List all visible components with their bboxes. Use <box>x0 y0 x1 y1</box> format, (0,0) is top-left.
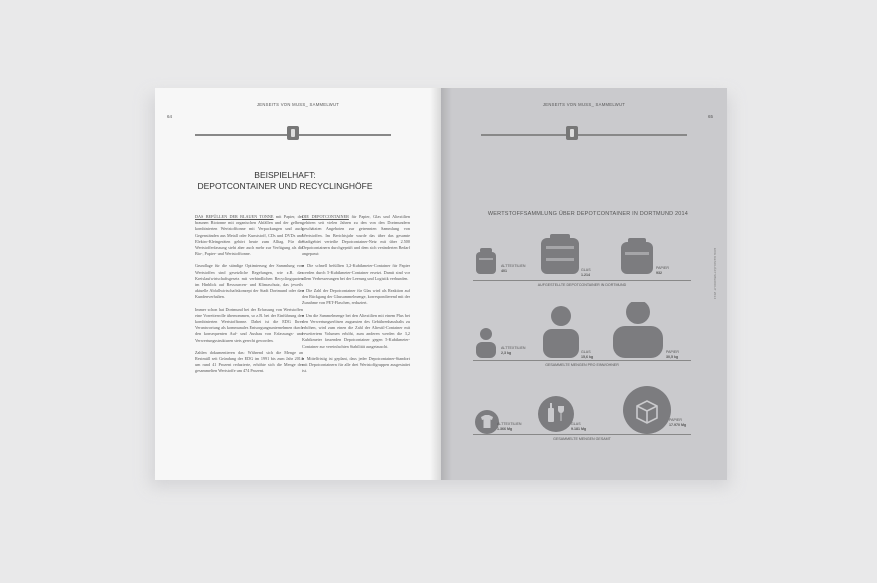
row-divider <box>473 360 691 361</box>
paragraph: Immer schon hat Dortmund bei der Erfassung von Wertstoffen eine Vorreiterrolle übernommen, so z.B. bei der Einführung der kombinierten Wertstofftonne. Dabei ist die EDG Ihrer Verantwortung als kommunales Entsorgungsunternehmen durch den konsequenten Auf- und Ausbau von Erfassungs- und Verwertungsstrukturen stets gerecht geworden. <box>195 306 303 343</box>
spine-shadow <box>430 88 452 480</box>
paragraph: DIE DEPOTCONTAINER für Papier, Glas und Altextilien gehören seit vielen Jahren zu den von den Dortmundern geschätzten Angeboten zur getrennten Sammlung von Wertstoffen. Im Berichtsjahr wurde das über das gesamte Stadtgebiet verteilte Depotcontainer-Netz mit über 2.500 Depotcontainern durchgeprüft und dem sich veränderten Bedarf angepasst: <box>302 214 410 257</box>
paragraph: Grundlage für die ständige Optimierung der Sammlung von Wertstoffen sind gesetzliche Regelungen, wie z.B. das Kreislaufwirtschaftsgesetz mit verbindlichen Recyclingquoten im Hinblick auf Ressourcen- und Klimaschutz, das jeweils aktuelle Abfallwirtschaftskonzept der Stadt Dortmund oder das Kundenverhalten. <box>195 263 303 300</box>
textile-per-capita: ALTTEXTILIEN 2,3 kg <box>501 346 526 355</box>
glass-container-icon <box>541 234 579 274</box>
infographic-title: WERTSTOFFSAMMLUNG ÜBER DEPOTCONTAINER IN DORTMUND 2014 <box>487 211 689 217</box>
bin-icon <box>566 126 578 140</box>
row-divider <box>473 280 691 281</box>
person-large-icon <box>613 302 663 358</box>
paper-container-icon <box>621 238 653 274</box>
page-title: BEISPIELHAFT: DEPOTCONTAINER UND RECYCLINGHÖFE <box>197 170 373 191</box>
row1-caption: AUFGESTELLTE DEPOTCONTAINER IN DORTMUND <box>537 283 627 287</box>
paper-total: PAPIER 17.970 Mg <box>669 418 687 427</box>
bullet-item: ● Die Zahl der Depotcontainer für Glas wird als Reaktion auf den Rückgang der Glassammelmenge, korrespondierend mit der Zunahme von PET-Flaschen, reduziert. <box>302 288 410 307</box>
page-number: 65 <box>707 114 713 119</box>
bin-icon <box>287 126 299 140</box>
running-head: JENSEITS VON MUSS_ SAMMELWUT <box>256 102 340 107</box>
person-medium-icon <box>543 306 579 358</box>
text-column-1 <box>195 214 303 381</box>
bullet-item: ● Um die Sammelmenge bei den Altextilien mit einem Plus bei den Verwertungserlösen zugunsten des Gebührenhaushalts zu erhöhen, wird zum einen die Zahl der Altextil-Container mit erweitertem Volumen erhöht, zum anderen werden die 3,2 Kubikmeter fassenden Depotcontainer gegen 5-Kubikmeter-Container zur vereinfachten Stabilität ausgetauscht. <box>302 313 410 350</box>
bottle-icon <box>538 396 574 432</box>
paragraph: DAS BEFÜLLEN DER BLAUEN TONNE mit Papier, der braunen Biotonne mit organischen Abfällen und der gelben, kombinierten Wertstofftonne mit Verpackungen und auch Gegenständen aus Metall oder Kunststoff, CDs und DVDs und Elektro-Kleingeräten gehört heute zum Alltag. Für die Wertstofferfassung steht aber auch mehr zur Verfügung als die Bio-, Papier- und Wertstofftonne. <box>195 214 303 257</box>
bullet-item: ● Die schnell befüllten 3,2-Kubikmeter-Container für Papier werden durch 5-Kubikmeter-Container ersetzt. Damit sind vor allem Verbesserungen bei der Leerung und Logistik verbunden. <box>302 263 410 282</box>
row3-caption: GESAMMELTE MENGEN GESAMT <box>553 437 611 441</box>
side-text: EDG GESCHÄFTSBERICHT 2014 <box>713 248 717 300</box>
row2-caption: GESAMMELTE MENGEN PRO EINWOHNER <box>545 363 619 367</box>
paper-count: PAPIER 932 <box>656 266 669 275</box>
row-divider <box>473 434 691 435</box>
page-number: 64 <box>167 114 173 119</box>
paper-per-capita: PAPIER 30,5 kg <box>666 350 679 359</box>
textile-count: ALTTEXTILIEN 401 <box>501 264 526 273</box>
glass-count: GLAS 1.214 <box>581 268 591 277</box>
glass-per-capita: GLAS 15,6 kg <box>581 350 594 359</box>
text-column-2 <box>302 214 410 380</box>
person-small-icon <box>476 328 496 358</box>
box-icon <box>623 386 671 434</box>
paragraph: Zahlen dokumentieren das: Während sich die Menge an Restmüll seit Gründung der EDG im 1991 bis zum Jahr 2014 um rund 41 Prozent reduzierte, erhöhte sich die Menge der gesammelten Wertstoffe um 474 Prozent. <box>195 349 303 374</box>
running-head: JENSEITS VON MUSS_ SAMMELWUT <box>542 102 626 107</box>
right-page <box>441 88 727 480</box>
textile-container-icon <box>476 248 496 274</box>
tshirt-icon <box>475 410 499 434</box>
container-icons <box>471 234 711 282</box>
glass-total: GLAS 9.181 Mg <box>571 422 587 431</box>
left-page <box>155 88 441 480</box>
header-rule <box>481 134 687 136</box>
textile-total: ALTTEXTILIEN 1.366 Mg <box>497 422 522 431</box>
bullet-item: ● Mittelfristig ist geplant, dass jeder Depotcontainer-Standort mit Depotcontainern für alle drei Wertstoffgruppen ausgestattet ist. <box>302 356 410 375</box>
